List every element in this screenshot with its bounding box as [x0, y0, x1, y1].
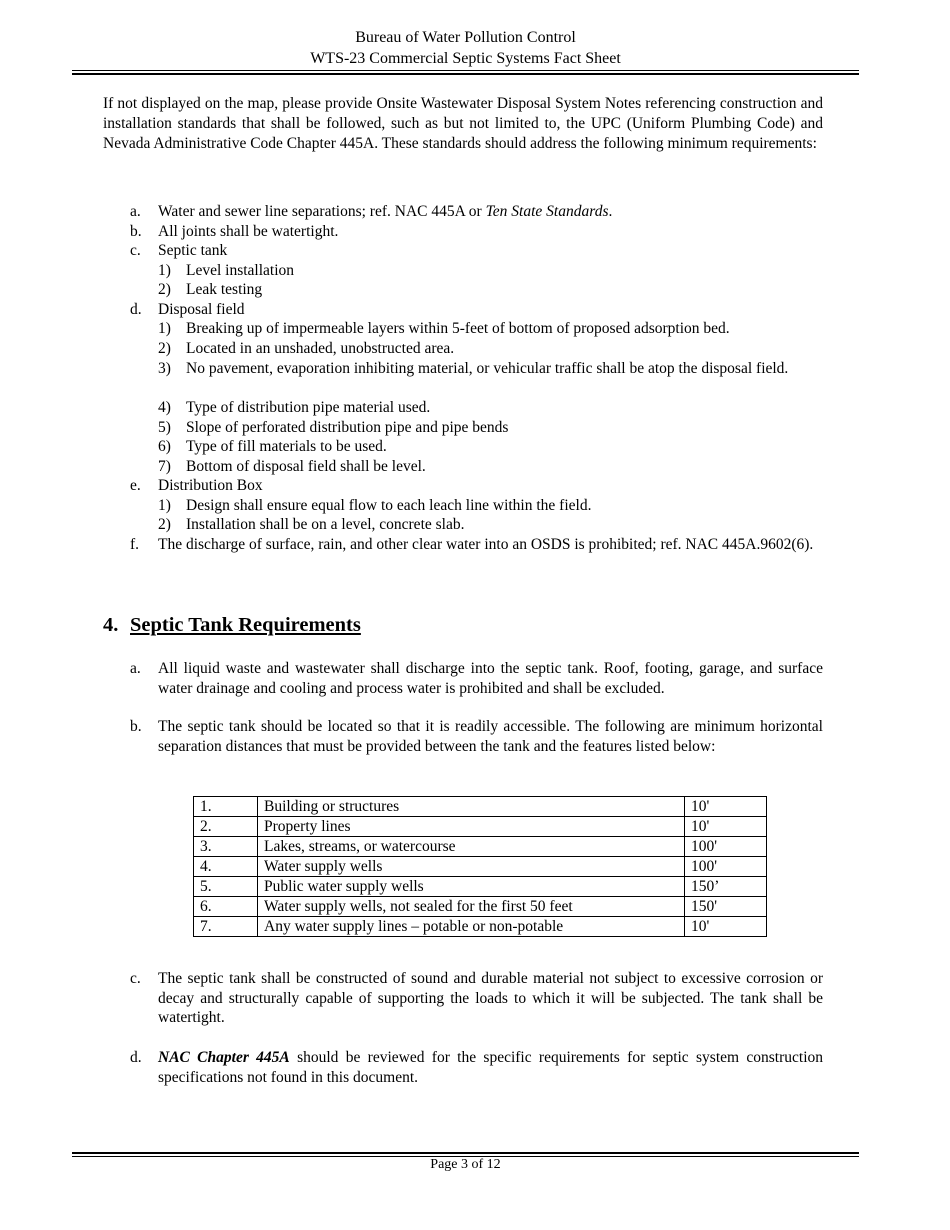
list-item-text: Water and sewer line separations; ref. NAC 445A or Ten State Standards. [158, 203, 613, 220]
sub-list-text: Type of distribution pipe material used. [186, 399, 431, 416]
sub-list-marker: 4) [158, 399, 171, 416]
table-cell-distance: 10' [685, 797, 767, 817]
header-document-title: WTS-23 Commercial Septic Systems Fact Sheet [310, 50, 621, 67]
list-marker: f. [130, 536, 140, 553]
table-cell-feature: Building or structures [258, 797, 685, 817]
sub-list-marker: 6) [158, 438, 171, 455]
intro-paragraph: If not displayed on the map, please provide Onsite Wastewater Disposal System Notes referencing construction and installation standards that shall be followed, such as but not limited to, the UPC (Uniform Plumbing Code) and Nevada Administrative Code Chapter 445A. These standards should address the following minimum requirements: [103, 95, 823, 152]
section-number: 4. [103, 614, 119, 636]
table-cell-number: 7. [194, 917, 258, 937]
sub-list-marker: 2) [158, 281, 171, 298]
table-cell-feature: Lakes, streams, or watercourse [258, 837, 685, 857]
sub-list-marker: 2) [158, 516, 171, 533]
list-marker: c. [130, 970, 141, 987]
sub-list-text: No pavement, evaporation inhibiting material, or vehicular traffic shall be atop the disposal field. [186, 360, 789, 377]
list-marker: a. [130, 660, 141, 677]
table-cell-distance: 100' [685, 857, 767, 877]
list-marker: d. [130, 1049, 142, 1066]
table-cell-distance: 150' [685, 897, 767, 917]
table-cell-feature: Any water supply lines – potable or non-potable [258, 917, 685, 937]
table-cell-feature: Water supply wells, not sealed for the first 50 feet [258, 897, 685, 917]
table-cell-number: 5. [194, 877, 258, 897]
sub-list-marker: 2) [158, 340, 171, 357]
table-row [194, 817, 767, 837]
table-cell-number: 4. [194, 857, 258, 877]
list-item-text: NAC Chapter 445A should be reviewed for the specific requirements for septic system construction specifications not found in this document. [158, 1049, 823, 1086]
table-row [194, 837, 767, 857]
nac-reference: NAC Chapter 445A [158, 1049, 290, 1066]
table-cell-distance: 10' [685, 817, 767, 837]
table-cell-number: 6. [194, 897, 258, 917]
sub-list-text: Type of fill materials to be used. [186, 438, 387, 455]
sub-list-text: Located in an unshaded, unobstructed area. [186, 340, 455, 357]
section-title: Septic Tank Requirements [130, 614, 361, 636]
separation-distance-table [193, 796, 767, 937]
section-heading [103, 614, 361, 637]
sub-list-marker: 5) [158, 419, 171, 436]
sub-list-text: Installation shall be on a level, concrete slab. [186, 516, 465, 533]
header-agency: Bureau of Water Pollution Control [355, 29, 576, 46]
table-row [194, 857, 767, 877]
table-row [194, 917, 767, 937]
list-marker: e. [130, 477, 141, 494]
table-row [194, 897, 767, 917]
list-item-text: Distribution Box [158, 477, 263, 494]
list-marker: c. [130, 242, 141, 259]
header-divider [72, 70, 859, 75]
table-cell-distance: 10' [685, 917, 767, 937]
list-item-text: Septic tank [158, 242, 228, 259]
list-item-text: The septic tank shall be constructed of sound and durable material not subject to excessive corrosion or decay and structurally capable of supporting the loads to which it will be subjected. The tank shall be watertight. [158, 970, 823, 1027]
sub-list-marker: 1) [158, 262, 171, 279]
sub-list-text: Breaking up of impermeable layers within 5-feet of bottom of proposed adsorption bed. [186, 320, 730, 337]
list-item-text: All joints shall be watertight. [158, 223, 339, 240]
list-item-text: The septic tank should be located so that it is readily accessible. The following are minimum horizontal separation distances that must be provided between the tank and the features listed below: [158, 718, 823, 755]
table-cell-distance: 100' [685, 837, 767, 857]
table-cell-feature: Property lines [258, 817, 685, 837]
table-row [194, 797, 767, 817]
list-item-text: All liquid waste and wastewater shall discharge into the septic tank. Roof, footing, garage, and surface water drainage and cooling and process water is prohibited and shall be excluded. [158, 660, 823, 697]
sub-list-text: Bottom of disposal field shall be level. [186, 458, 426, 475]
sub-list-marker: 7) [158, 458, 171, 475]
page-header [72, 27, 859, 69]
list-marker: b. [130, 223, 142, 240]
table-cell-number: 2. [194, 817, 258, 837]
sub-list-marker: 1) [158, 497, 171, 514]
table-cell-feature: Public water supply wells [258, 877, 685, 897]
table-cell-distance: 150’ [685, 877, 767, 897]
sub-list-text: Slope of perforated distribution pipe and pipe bends [186, 419, 509, 436]
page-number: Page 3 of 12 [430, 1157, 501, 1172]
sub-list-marker: 3) [158, 360, 171, 377]
table-cell-feature: Water supply wells [258, 857, 685, 877]
table-cell-number: 3. [194, 837, 258, 857]
sub-list-marker: 1) [158, 320, 171, 337]
list-marker: d. [130, 301, 142, 318]
list-marker: a. [130, 203, 141, 220]
list-item-text: The discharge of surface, rain, and other clear water into an OSDS is prohibited; ref. NAC 445A.9602(6). [158, 536, 814, 553]
sub-list-text: Design shall ensure equal flow to each leach line within the field. [186, 497, 592, 514]
list-item-text: Disposal field [158, 301, 245, 318]
list-marker: b. [130, 718, 142, 735]
table-cell-number: 1. [194, 797, 258, 817]
sub-list-text: Level installation [186, 262, 295, 279]
sub-list-text: Leak testing [186, 281, 263, 298]
table-row [194, 877, 767, 897]
